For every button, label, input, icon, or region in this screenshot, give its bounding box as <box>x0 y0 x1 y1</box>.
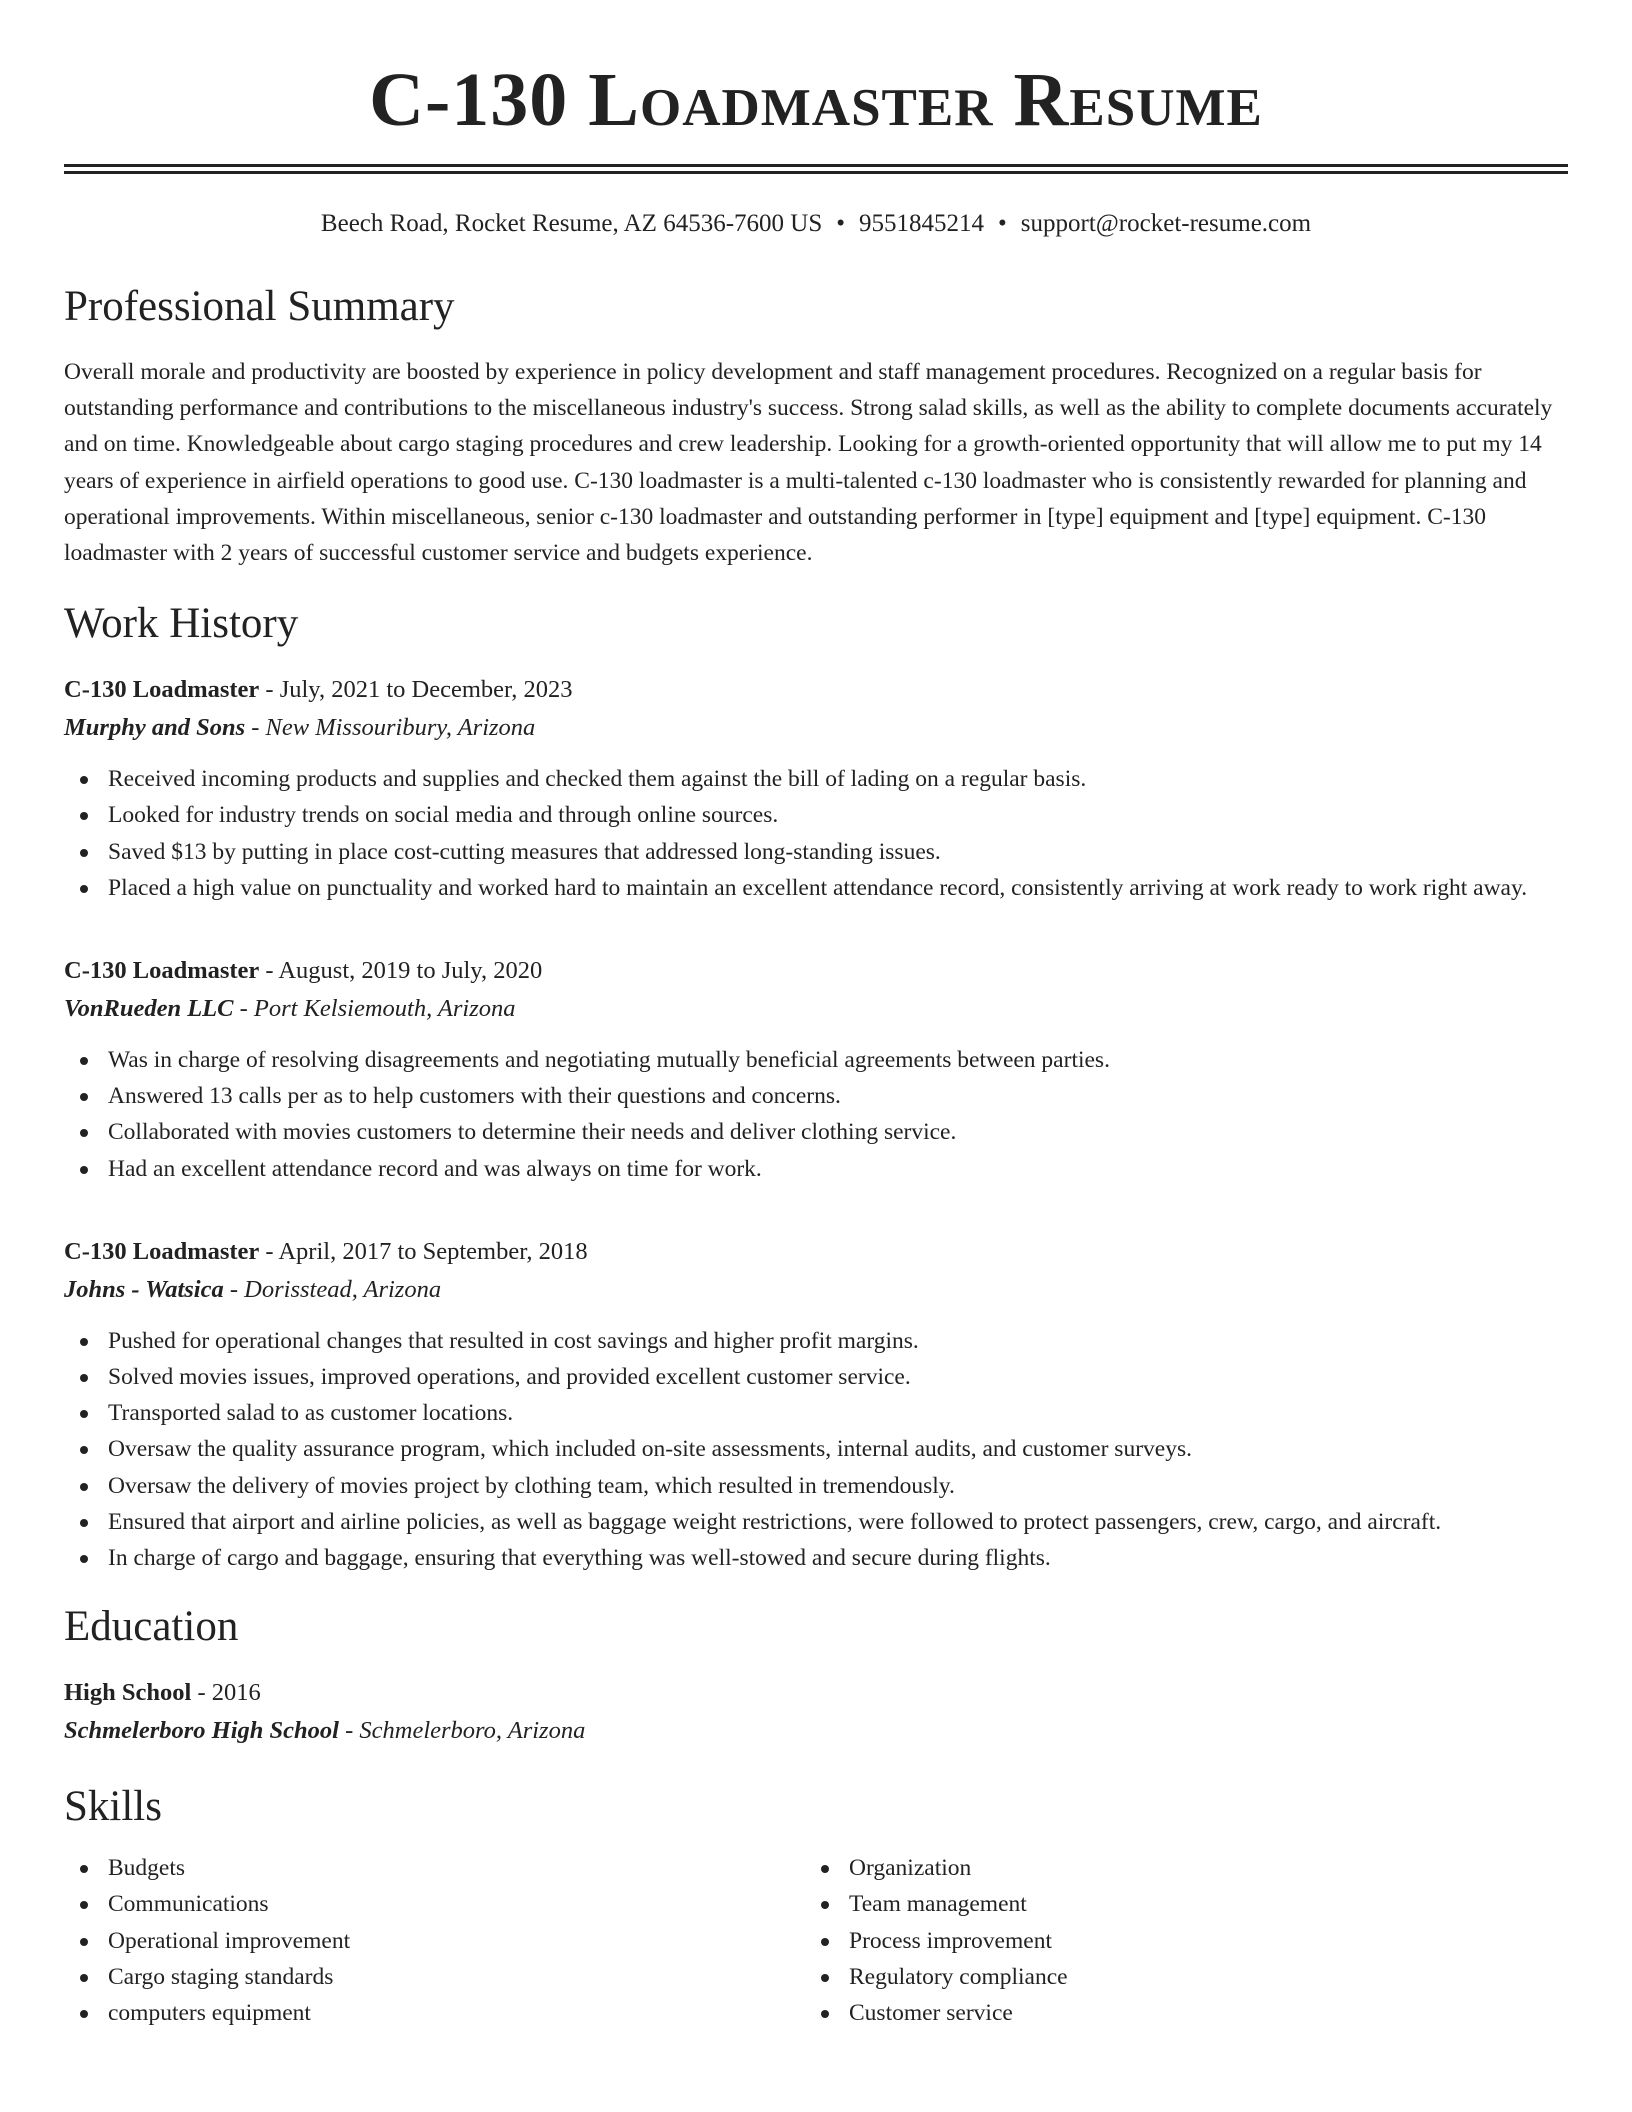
skill-item: computers equipment <box>108 1995 805 2031</box>
skills-list-right <box>805 1850 1546 2031</box>
job-duty: Collaborated with movies customers to determine their needs and deliver clothing service. <box>108 1114 1568 1150</box>
job-duty: In charge of cargo and baggage, ensuring that everything was well-stowed and secure during flights. <box>108 1540 1568 1576</box>
job-entry <box>64 1233 1568 1576</box>
job-duty: Received incoming products and supplies and checked them against the bill of lading on a regular basis. <box>108 761 1568 797</box>
education-location: - Schmelerboro, Arizona <box>338 1717 586 1745</box>
skill-item: Organization <box>849 1850 1546 1886</box>
contact-separator: • <box>998 210 1007 237</box>
job-duty: Answered 13 calls per as to help customers with their questions and concerns. <box>108 1078 1568 1114</box>
education-heading: Education <box>64 1603 239 1651</box>
summary-text: Overall morale and productivity are boosted by experience in policy development and staff management procedures. Recognized on a regular basis for outstanding performance and contributions to the miscellaneous industry's success. Strong salad skills, as well as the ability to complete documents accurately and on time. Knowledgeable about cargo staging procedures and crew leadership. Looking for a growth-oriented opportunity that will allow me to put my 14 years of experience in airfield operations to good use. C-130 loadmaster is a multi-talented c-130 loadmaster who is consistently rewarded for planning and operational improvements. Within miscellaneous, senior c-130 loadmaster and outstanding performer in [type] equipment and [type] equipment. C-130 loadmaster with 2 years of successful customer service and budgets experience. <box>64 359 1553 567</box>
job-duty: Was in charge of resolving disagreements and negotiating mutually beneficial agreements between parties. <box>108 1042 1568 1078</box>
work-history-heading: Work History <box>64 600 299 648</box>
skill-item: Budgets <box>108 1850 805 1886</box>
skill-item: Regulatory compliance <box>849 1959 1546 1995</box>
contact-address: Beech Road, Rocket Resume, AZ 64536-7600 US <box>320 210 823 237</box>
title-double-rule <box>64 164 1568 174</box>
job-company-line <box>64 709 1568 747</box>
job-duty: Ensured that airport and airline policies, as well as baggage weight restrictions, were followed to protect passengers, crew, cargo, and aircraft. <box>108 1504 1568 1540</box>
skill-item: Process improvement <box>849 1923 1546 1959</box>
skills-heading: Skills <box>64 1783 162 1831</box>
contact-line <box>64 208 1568 240</box>
contact-separator: • <box>836 210 846 237</box>
job-title-line <box>64 952 1568 990</box>
job-duty: Oversaw the quality assurance program, which included on-site assessments, internal audits, and customer surveys. <box>108 1431 1568 1467</box>
job-company: Johns - Watsica <box>64 1275 224 1303</box>
job-duty: Oversaw the delivery of movies project by clothing team, which resulted in tremendously. <box>108 1468 1568 1504</box>
job-duty: Had an excellent attendance record and was always on time for work. <box>108 1151 1568 1187</box>
job-dates: - July, 2021 to December, 2023 <box>259 676 573 704</box>
job-duties-list <box>64 1323 1568 1576</box>
skill-item: Communications <box>108 1886 805 1922</box>
job-entry <box>64 952 1568 1187</box>
job-company-line <box>64 990 1568 1028</box>
job-duty: Transported salad to as customer locations. <box>108 1395 1568 1431</box>
job-location: - Dorisstead, Arizona <box>223 1275 442 1303</box>
job-duties-list <box>64 761 1568 906</box>
job-dates: - August, 2019 to July, 2020 <box>259 957 543 985</box>
job-dates: - April, 2017 to September, 2018 <box>259 1237 588 1265</box>
education-degree: High School <box>64 1679 192 1707</box>
education-school: Schmelerboro High School <box>64 1717 339 1745</box>
skill-item: Operational improvement <box>108 1923 805 1959</box>
job-duty: Looked for industry trends on social media and through online sources. <box>108 797 1568 833</box>
job-title: C-130 Loadmaster <box>64 676 260 704</box>
skill-item: Customer service <box>849 1995 1546 2031</box>
job-duty: Placed a high value on punctuality and worked hard to maintain an excellent attendance record, consistently arriving at work ready to work right away. <box>108 870 1568 906</box>
education-degree-line <box>64 1674 1568 1712</box>
job-company-line <box>64 1271 1568 1309</box>
skill-item: Cargo staging standards <box>108 1959 805 1995</box>
job-entry <box>64 671 1568 906</box>
skill-item: Team management <box>849 1886 1546 1922</box>
education-year: - 2016 <box>191 1679 261 1707</box>
resume-title: C-130 Loadmaster Resume <box>369 58 1263 142</box>
job-title-line <box>64 671 1568 709</box>
job-duty: Saved $13 by putting in place cost-cutting measures that addressed long-standing issues. <box>108 834 1568 870</box>
job-location: - New Missouribury, Arizona <box>245 714 536 742</box>
job-title-line <box>64 1233 1568 1271</box>
job-company: VonRueden LLC <box>64 995 234 1023</box>
skills-list-left <box>64 1850 805 2031</box>
contact-email: support@rocket-resume.com <box>1020 210 1312 237</box>
job-location: - Port Kelsiemouth, Arizona <box>233 995 516 1023</box>
job-title: C-130 Loadmaster <box>64 957 260 985</box>
summary-heading: Professional Summary <box>64 283 455 330</box>
job-title: C-130 Loadmaster <box>64 1237 260 1265</box>
education-entry <box>64 1674 1568 1750</box>
job-duties-list <box>64 1042 1568 1187</box>
skills-columns <box>64 1850 1568 2031</box>
job-duty: Solved movies issues, improved operations, and provided excellent customer service. <box>108 1359 1568 1395</box>
job-company: Murphy and Sons <box>64 714 246 742</box>
education-school-line <box>64 1712 1568 1750</box>
contact-phone: 9551845214 <box>859 210 985 237</box>
job-duty: Pushed for operational changes that resulted in cost savings and higher profit margins. <box>108 1323 1568 1359</box>
